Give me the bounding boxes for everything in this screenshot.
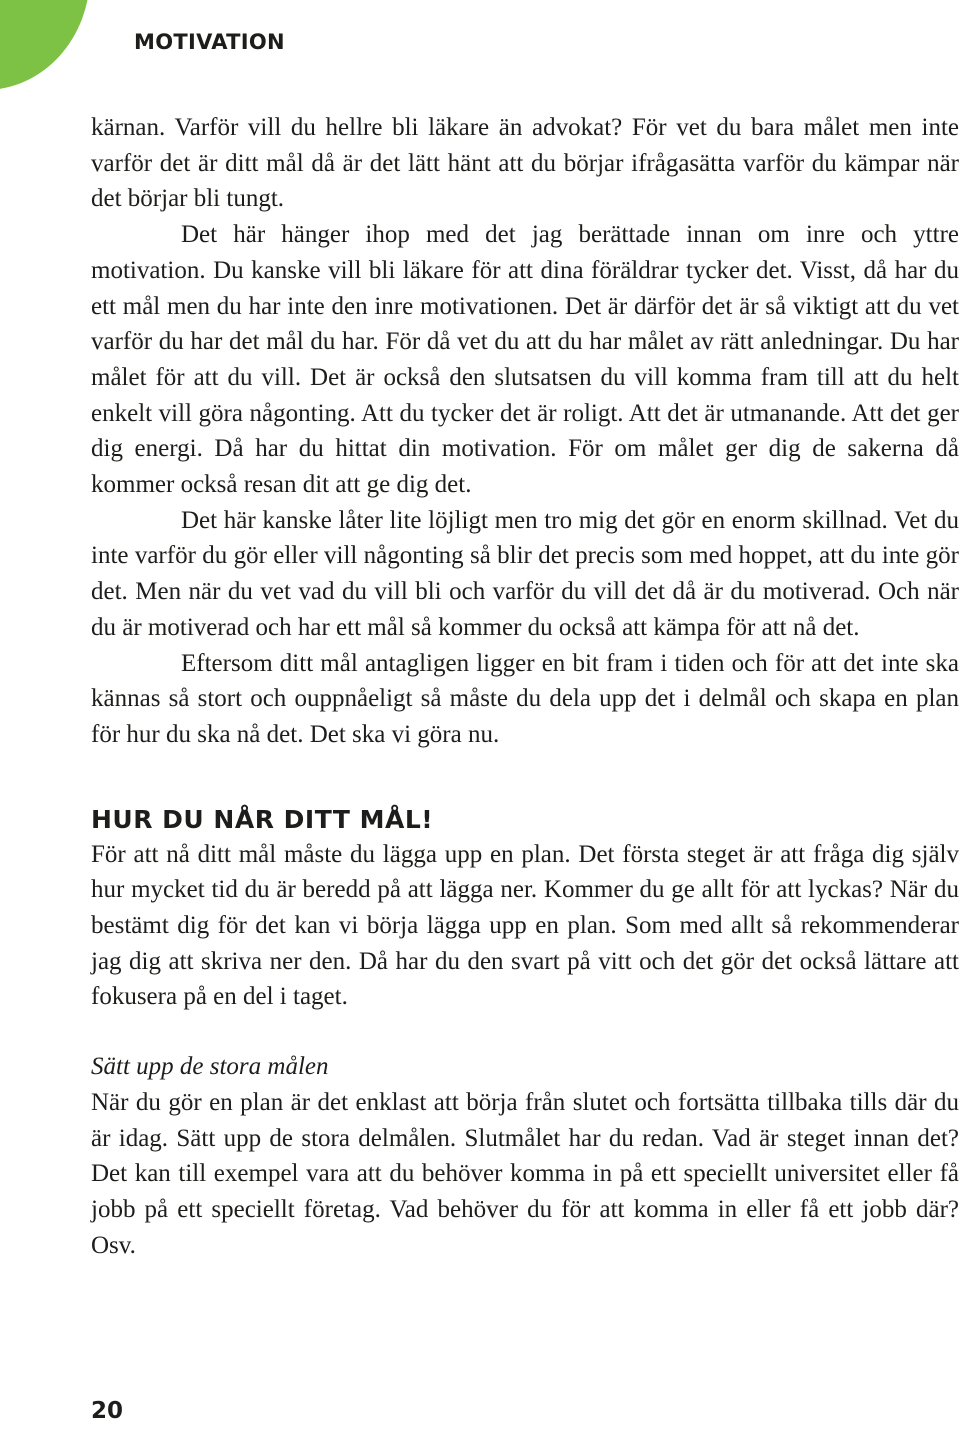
sub-paragraph: När du gör en plan är det enklast att börja från slutet och fortsätta tillbaka tills där du är idag. Sätt upp de stora delmålen. Slutmålet har du redan. Vad är steget innan det? Det kan till exempel vara att du behöver komma in på ett speciellt universitet eller få jobb på ett speciellt företag. Vad behöver du för att komma in eller få ett jobb där? Osv. xyxy=(91,1088,959,1259)
body-paragraph-4: Eftersom ditt mål antagligen ligger en bit fram i tiden och för att det inte ska kännas så stort och ouppnåeligt så måste du dela upp det i delmål och skapa en plan för hur du ska nå det. Det ska vi göra nu. xyxy=(91,649,959,748)
corner-accent-shape xyxy=(0,0,90,90)
body-paragraph-3: Det här kanske låter lite löjligt men tro mig det gör en enorm skillnad. Vet du inte varför du gör eller vill någonting så blir det precis som med hoppet, att du inte gör det. Men när du vet vad du vill bli och varför du vill det då är du motiverad. Och när du är motiverad och har ett mål så kommer du också att kämpa för att nå det. xyxy=(91,506,959,641)
body-paragraph-2: Det här hänger ihop med det jag berättade innan om inre och yttre motivation. Du kanske vill bli läkare för att dina föräldrar tycker det. Visst, då har du ett mål men du har inte den inre motivationen. Det är därför det är så viktigt att du vet varför du har det mål du har. För då vet du att du har målet av rätt anledningar. Du har målet för att du vill. Det är också den slutsatsen du vill komma fram till att du helt enkelt vill göra någonting. Att du tycker det är roligt. Att det är utmanande. Att det ger dig energi. Då har du hittat din motivation. För om målet ger dig de sakerna då kommer också resan dit att ge dig det. xyxy=(91,221,959,499)
page-number: 20 xyxy=(91,1398,124,1424)
running-header: MOTIVATION xyxy=(134,30,285,54)
page-content xyxy=(91,110,959,1263)
body-paragraph-1: kärnan. Varför vill du hellre bli läkare än advokat? För vet du bara målet men inte varför det är ditt mål då är det lätt hänt att du börjar ifrågasätta varför du kämpar när det börjar bli tungt. xyxy=(91,114,959,213)
section-paragraph: För att nå ditt mål måste du lägga upp en plan. Det första steget är att fråga dig själv hur mycket tid du är beredd på att lägga ner. Kommer du ge allt för att lyckas? När du bestämt dig för det kan vi börja lägga upp en plan. Som med allt så rekommenderar jag dig att skriva ner den. Då har du den svart på vitt och det gör det också lättare att fokusera på en del i taget. xyxy=(91,840,959,1011)
subheading: Sätt upp de stora målen xyxy=(91,1053,329,1081)
section-heading: HUR DU NÅR DITT MÅL! xyxy=(91,804,434,834)
